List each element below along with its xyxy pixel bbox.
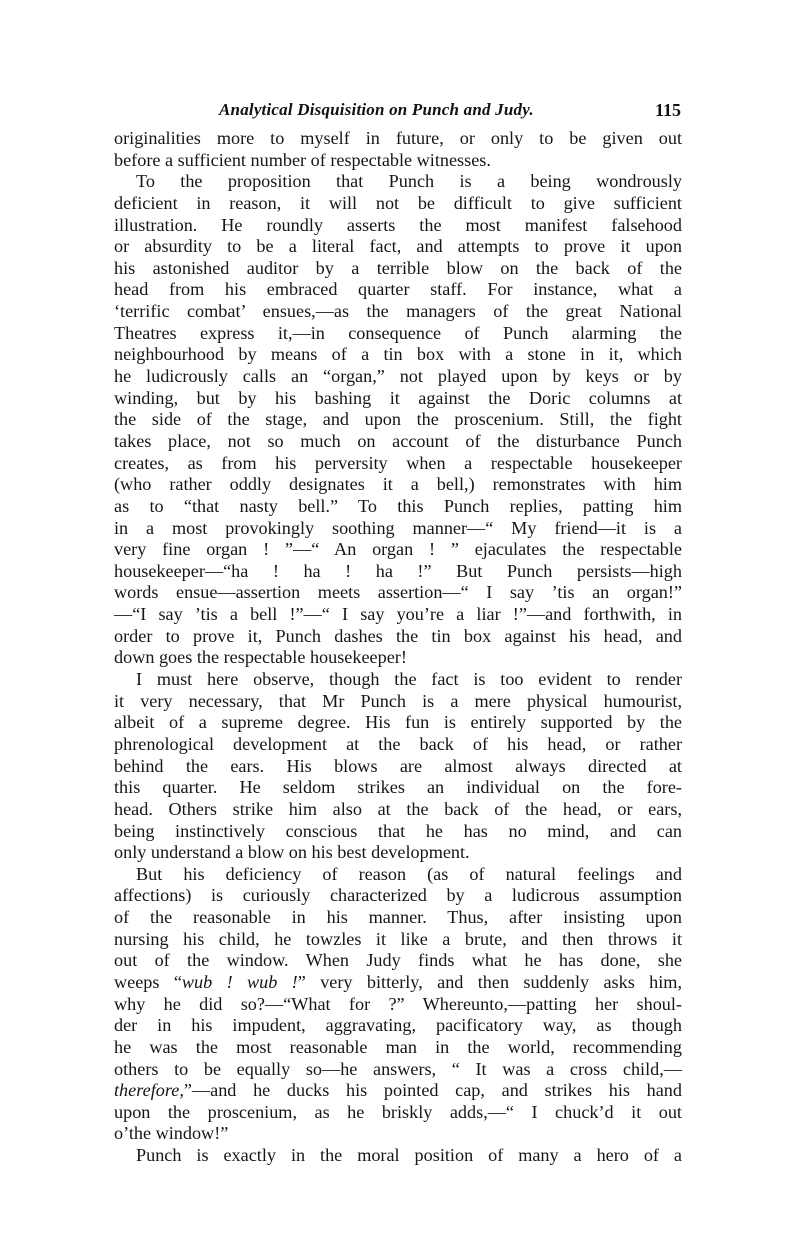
italic-text: wub ! wub ! bbox=[181, 971, 298, 992]
text-line: out of the window. When Judy finds what he has done, she bbox=[114, 950, 682, 971]
text-line: behind the ears. His blows are almost always directed at bbox=[114, 755, 682, 776]
text-line: originalities more to myself in future, or only to be given out bbox=[114, 128, 682, 148]
text-line: only understand a blow on his best development. bbox=[114, 842, 470, 863]
text-line: words ensue—assertion meets assertion—“ I say ’tis an organ!” bbox=[114, 582, 682, 603]
italic-text: therefore, bbox=[114, 1080, 184, 1101]
text-line: creates, as from his perversity when a respectable housekeeper bbox=[114, 452, 682, 473]
text-line: upon the proscenium, as he briskly adds,—“ I chuck’d it out bbox=[114, 1101, 682, 1122]
text-line: in a most provokingly soothing manner—“ My friend—it is a bbox=[114, 517, 682, 538]
text-line: deficient in reason, it will not be difficult to give sufficient bbox=[114, 192, 682, 213]
text-line: this quarter. He seldom strikes an individual on the fore- bbox=[114, 777, 682, 798]
text-line: affections) is curiously characterized by a ludicrous assumption bbox=[114, 885, 682, 906]
text-line: as to “that nasty bell.” To this Punch replies, patting him bbox=[114, 495, 682, 516]
text-line: the side of the stage, and upon the proscenium. Still, the fight bbox=[114, 409, 682, 430]
text-line: albeit of a supreme degree. His fun is entirely supported by the bbox=[114, 712, 682, 733]
text-line: housekeeper—“ha ! ha ! ha !” But Punch persists—high bbox=[114, 560, 682, 581]
paragraph-first-line: Punch is exactly in the moral position of many a hero of a bbox=[136, 1145, 682, 1166]
body-text bbox=[114, 128, 682, 1167]
text-line: (who rather oddly designates it a bell,) remonstrates with him bbox=[114, 474, 682, 495]
text-line: his astonished auditor by a terrible blow on the back of the bbox=[114, 257, 682, 278]
text-line: it very necessary, that Mr Punch is a mere physical humourist, bbox=[114, 690, 682, 711]
paragraph-first-line: But his deficiency of reason (as of natural feelings and bbox=[136, 863, 682, 884]
text-line: others to be equally so—he answers, “ It was a cross child,— bbox=[114, 1058, 682, 1079]
text-line: why he did so?—“What for ?” Whereunto,—patting her shoul- bbox=[114, 993, 682, 1014]
text-line: head from his embraced quarter staff. For instance, what a bbox=[114, 279, 682, 300]
paragraph-first-line: To the proposition that Punch is a being wondrously bbox=[136, 171, 682, 192]
text-line: o’the window!” bbox=[114, 1123, 229, 1144]
text-line: down goes the respectable housekeeper! bbox=[114, 647, 407, 668]
page-number: 115 bbox=[654, 100, 681, 120]
text-line: neighbourhood by means of a tin box with a stone in it, which bbox=[114, 344, 682, 365]
text-line: Theatres express it,—in consequence of Punch alarming the bbox=[114, 322, 682, 343]
text-line: head. Others strike him also at the back of the head, or ears, bbox=[114, 798, 682, 819]
text-line: der in his impudent, aggravating, pacificatory way, as though bbox=[114, 1015, 682, 1036]
text-line: weeps “wub ! wub !” very bitterly, and then suddenly asks him, bbox=[114, 971, 682, 992]
text-line: he was the most reasonable man in the world, recommending bbox=[114, 1036, 682, 1057]
text-line: therefore,”—and he ducks his pointed cap, and strikes his hand bbox=[114, 1080, 682, 1101]
text-line: illustration. He roundly asserts the most manifest falsehood bbox=[114, 214, 682, 235]
running-head bbox=[219, 100, 681, 126]
text-line: winding, but by his bashing it against the Doric columns at bbox=[114, 387, 682, 408]
running-title: Analytical Disquisition on Punch and Judy. bbox=[219, 100, 534, 119]
text-line: ‘terrific combat’ ensues,—as the managers of the great National bbox=[114, 301, 682, 322]
text-line: —“I say ’tis a bell !”—“ I say you’re a liar !”—and forthwith, in bbox=[114, 604, 682, 625]
paragraph-first-line: I must here observe, though the fact is too evident to render bbox=[136, 669, 682, 690]
text-line: order to prove it, Punch dashes the tin box against his head, and bbox=[114, 625, 682, 646]
text-line: nursing his child, he towzles it like a brute, and then throws it bbox=[114, 928, 682, 949]
text-line: being instinctively conscious that he has no mind, and can bbox=[114, 820, 682, 841]
text-line: or absurdity to be a literal fact, and attempts to prove it upon bbox=[114, 236, 682, 257]
text-line: of the reasonable in his manner. Thus, after insisting upon bbox=[114, 907, 682, 928]
text-line: phrenological development at the back of his head, or rather bbox=[114, 733, 682, 754]
text-line: he ludicrously calls an “organ,” not played upon by keys or by bbox=[114, 366, 682, 387]
text-line: takes place, not so much on account of the disturbance Punch bbox=[114, 430, 682, 451]
text-line: very fine organ ! ”—“ An organ ! ” ejaculates the respectable bbox=[114, 539, 682, 560]
text-line: before a sufficient number of respectable witnesses. bbox=[114, 149, 491, 170]
